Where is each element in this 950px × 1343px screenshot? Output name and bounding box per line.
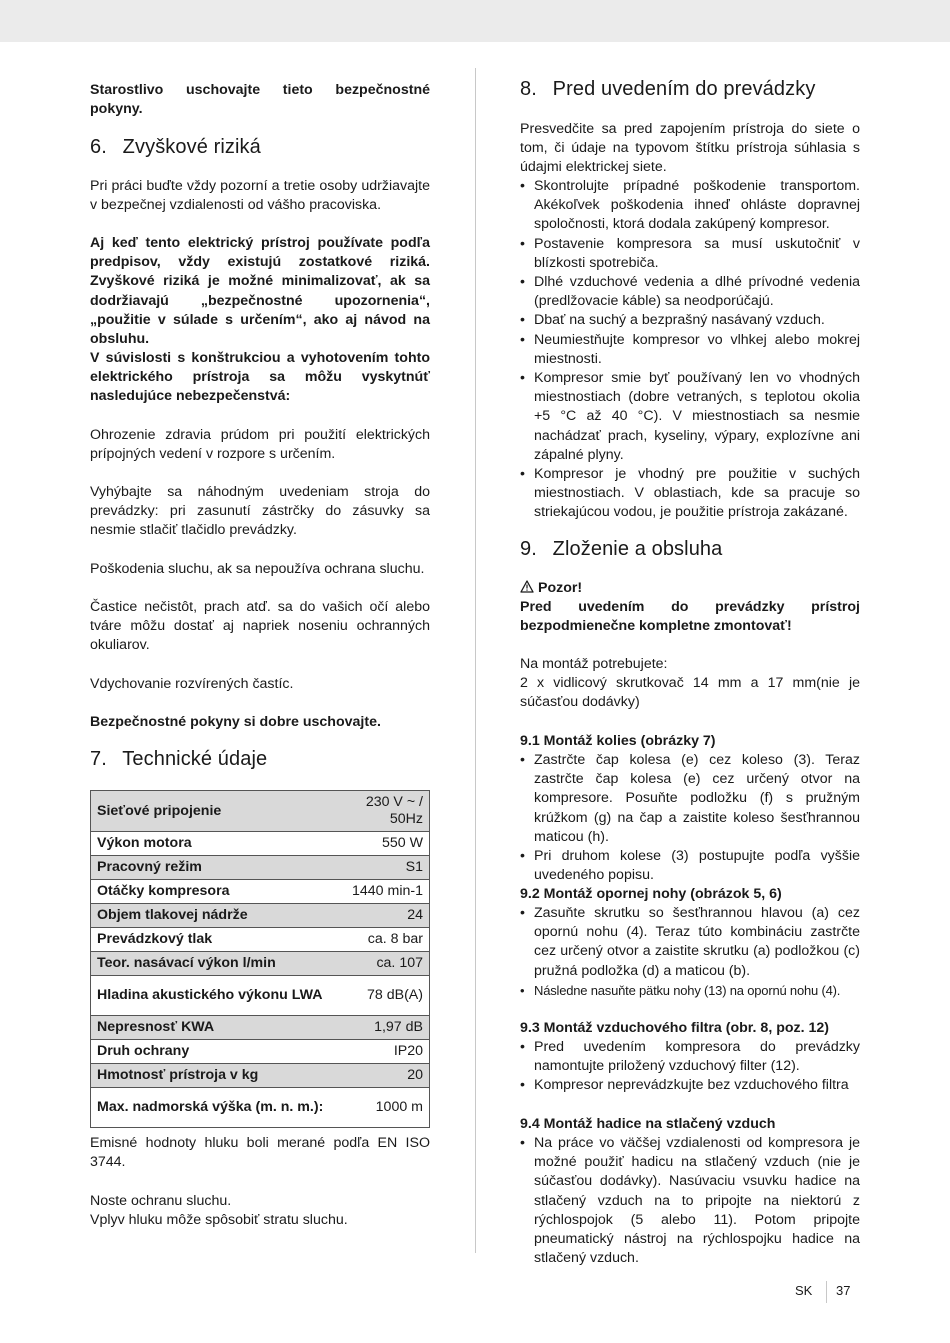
table-value: 230 V ~ / 50Hz — [331, 791, 430, 832]
bold-paragraph: V súvislosti s konštrukciou a vyhotovením tohto elektrického prístroja sa môžu vyskytnúť nasledujúce nebezpečenstvá: — [90, 350, 430, 405]
table-row — [91, 1040, 430, 1064]
paragraph: Emisné hodnoty hluku boli merané podľa EN ISO 3744. — [90, 1135, 430, 1171]
list-item: • Postavenie kompresora sa musí uskutočniť v blízkosti spotrebiča. — [520, 235, 860, 273]
bold-paragraph: Bezpečnostné pokyny si dobre uschovajte. — [90, 714, 381, 730]
table-row — [91, 791, 430, 832]
list-item: • Pri druhom kolese (3) postupujte podľa vyššie uvedeného popisu. — [520, 847, 860, 885]
table-label: Sieťové pripojenie — [91, 791, 332, 832]
table-label: Max. nadmorská výška (m. n. m.): — [91, 1088, 332, 1128]
table-row — [91, 880, 430, 904]
subsection-heading: 9.3 Montáž vzduchového filtra (obr. 8, poz. 12) — [520, 1020, 830, 1036]
paragraph: 2 x vidlicový skrutkovač 14 mm a 17 mm(nie je súčasťou dodávky) — [520, 675, 860, 711]
table-value: 550 W — [331, 832, 430, 856]
paragraph: Noste ochranu sluchu. — [90, 1193, 232, 1209]
table-value: 1000 m — [331, 1088, 430, 1128]
bullet-list — [520, 177, 860, 523]
table-label: Hmotnosť prístroja v kg — [91, 1064, 332, 1088]
list-item: • Kompresor smie byť používaný len vo vhodných miestnostiach (dobre vetraných, s teplotou okolia +5 °C až 40 °C). V miestnostiach sa nesmie nachádzať prach, kyseliny, výpary, explozívne ani zápalné plyny. — [520, 369, 860, 465]
table-value: 1,97 dB — [331, 1016, 430, 1040]
section-number: 8. — [520, 78, 537, 100]
list-item: • Následne nasuňte pätku nohy (13) na opornú nohu (4). — [520, 981, 860, 1000]
list-item: • Kompresor neprevádzkujte bez vzduchového filtra — [520, 1076, 860, 1095]
list-item: • Zastrčte čap kolesa (e) cez koleso (3). Teraz zastrčte čap kolesa (e) cez určený otvor na kompresore. Posuňte podložku (f) s pružným krúžkom (g) na čap a zaistite koleso šesťhrannou maticou (h). — [520, 751, 860, 847]
section-number: 9. — [520, 538, 537, 560]
paragraph: Vplyv hluku môže spôsobiť stratu sluchu. — [90, 1212, 348, 1228]
subsection-heading: 9.1 Montáž kolies (obrázky 7) — [520, 733, 716, 749]
section-6-heading — [90, 135, 430, 159]
section-title: Technické údaje — [122, 748, 268, 770]
table-label: Teor. nasávací výkon l/min — [91, 952, 332, 976]
footer-language: SK — [795, 1283, 813, 1298]
warning-paragraph: Pred uvedením do prevádzky prístroj bezpodmienečne kompletne zmontovať! — [520, 599, 860, 635]
table-value: 78 dB(A) — [331, 976, 430, 1016]
paragraph: Ohrozenie zdravia prúdom pri použití elektrických prípojných vedení v rozpore s určením. — [90, 427, 430, 463]
table-value: IP20 — [331, 1040, 430, 1064]
list-item: • Dlhé vzduchové vedenia a dlhé prívodné vedenia (predlžovacie káble) sa neodporúčajú. — [520, 273, 860, 311]
table-label: Pracovný režim — [91, 856, 332, 880]
table-label: Otáčky kompresora — [91, 880, 332, 904]
paragraph: Na montáž potrebujete: — [520, 656, 668, 672]
table-value: ca. 8 bar — [331, 928, 430, 952]
list-item: • Zasuňte skrutku so šesťhrannou hlavou (a) cez opornú nohu (4). Teraz túto kombináciu zastrčte cez určený otvor a zaistite skrutku (a) podložkou (c) pružná podložka (d) a maticou (b). — [520, 904, 860, 981]
paragraph: Presvedčite sa pred zapojením prístroja do siete o tom, či údaje na typovom štítku prístroja súhlasia s údajmi elektrickej siete. — [520, 121, 860, 176]
column-divider — [475, 68, 476, 1253]
section-7-heading — [90, 747, 430, 771]
section-title: Zloženie a obsluha — [552, 538, 723, 560]
list-item: • Dbať na suchý a bezprašný nasávaný vzduch. — [520, 311, 860, 330]
table-row — [91, 904, 430, 928]
table-label: Objem tlakovej nádrže — [91, 904, 332, 928]
list-item: • Pred uvedením kompresora do prevádzky namontujte priložený vzduchový filter (12). — [520, 1038, 860, 1076]
warning-label — [520, 579, 860, 598]
bullet-list — [520, 1134, 860, 1268]
bold-paragraph: Aj keď tento elektrický prístroj používate podľa predpisov, vždy existujú zostatkové riziká. Zvyškové riziká je možné minimalizovať, ak sa dodržiavajú „bezpečnostné upozornenia“, „použitie v súlade s určením“, ako aj návod na obsluhu. — [90, 235, 430, 348]
paragraph: Pri práci buďte vždy pozorní a tretie osoby udržiavajte v bezpečnej vzdialenosti od vášho pracoviska. — [90, 178, 430, 214]
list-item: • Neumiestňujte kompresor vo vlhkej alebo mokrej miestnosti. — [520, 331, 860, 369]
top-bar — [0, 0, 950, 42]
page-number: 37 — [836, 1283, 851, 1298]
table-value: 20 — [331, 1064, 430, 1088]
section-title: Zvyškové riziká — [122, 136, 261, 158]
table-row — [91, 1088, 430, 1128]
section-number: 7. — [90, 748, 107, 770]
warning-triangle-icon — [520, 580, 534, 593]
warning-text: Pozor! — [538, 580, 583, 596]
paragraph: Častice nečistôt, prach atď. sa do vašich očí alebo tváre môžu dostať aj napriek noseniu ochranných okuliarov. — [90, 599, 430, 654]
table-value: 24 — [331, 904, 430, 928]
table-row — [91, 976, 430, 1016]
table-row — [91, 1064, 430, 1088]
section-9-heading — [520, 537, 860, 561]
subsection-heading: 9.2 Montáž opornej nohy (obrázok 5, 6) — [520, 886, 782, 902]
section-number: 6. — [90, 136, 107, 158]
paragraph: Vdychovanie rozvírených častíc. — [90, 676, 294, 692]
list-item: • Kompresor je vhodný pre použitie v suchých miestnostiach. V oblastiach, kde sa pracuje so striekajúcou vodou, je použitie prístroja zakázané. — [520, 465, 860, 523]
list-item: • Na práce vo väčšej vzdialenosti od kompresora je možné použiť hadicu na stlačený vzduch (nie je súčasťou dodávky). Nasúvaciu vsuvku hadice na stlačený vzduch na to pripojte na niektorú z rýchlospojok (5 alebo 11). Potom pripojte pneumatický nástroj na rýchlospojku hadice na stlačený vzduch. — [520, 1134, 860, 1268]
bullet-list — [520, 904, 860, 1000]
table-value: ca. 107 — [331, 952, 430, 976]
list-item: • Skontrolujte prípadné poškodenie transportom. Akékoľvek poškodenia ihneď ohláste dopravnej spoločnosti, ktorá dodala zakúpený kompresor. — [520, 177, 860, 235]
table-label: Prevádzkový tlak — [91, 928, 332, 952]
table-label: Druh ochrany — [91, 1040, 332, 1064]
table-row — [91, 832, 430, 856]
paragraph: Vyhýbajte sa náhodným uvedeniam stroja do prevádzky: pri zasunutí zástrčky do zásuvky sa nesmie stlačiť tlačidlo prevádzky. — [90, 484, 430, 539]
section-8-heading — [520, 77, 860, 101]
technical-data-table — [90, 790, 430, 1128]
intro-safety-note: Starostlivo uschovajte tieto bezpečnostné pokyny. — [90, 82, 430, 118]
table-row — [91, 952, 430, 976]
table-label: Nepresnosť KWA — [91, 1016, 332, 1040]
table-label: Výkon motora — [91, 832, 332, 856]
section-title: Pred uvedením do prevádzky — [552, 78, 816, 100]
bullet-list — [520, 751, 860, 885]
table-label: Hladina akustického výkonu LWA — [91, 976, 332, 1016]
table-row — [91, 856, 430, 880]
subsection-heading: 9.4 Montáž hadice na stlačený vzduch — [520, 1116, 776, 1132]
footer-separator — [826, 1281, 827, 1303]
table-value: 1440 min-1 — [331, 880, 430, 904]
table-row — [91, 928, 430, 952]
bullet-list — [520, 1038, 860, 1096]
paragraph: Poškodenia sluchu, ak sa nepoužíva ochrana sluchu. — [90, 561, 425, 577]
table-value: S1 — [331, 856, 430, 880]
table-row — [91, 1016, 430, 1040]
